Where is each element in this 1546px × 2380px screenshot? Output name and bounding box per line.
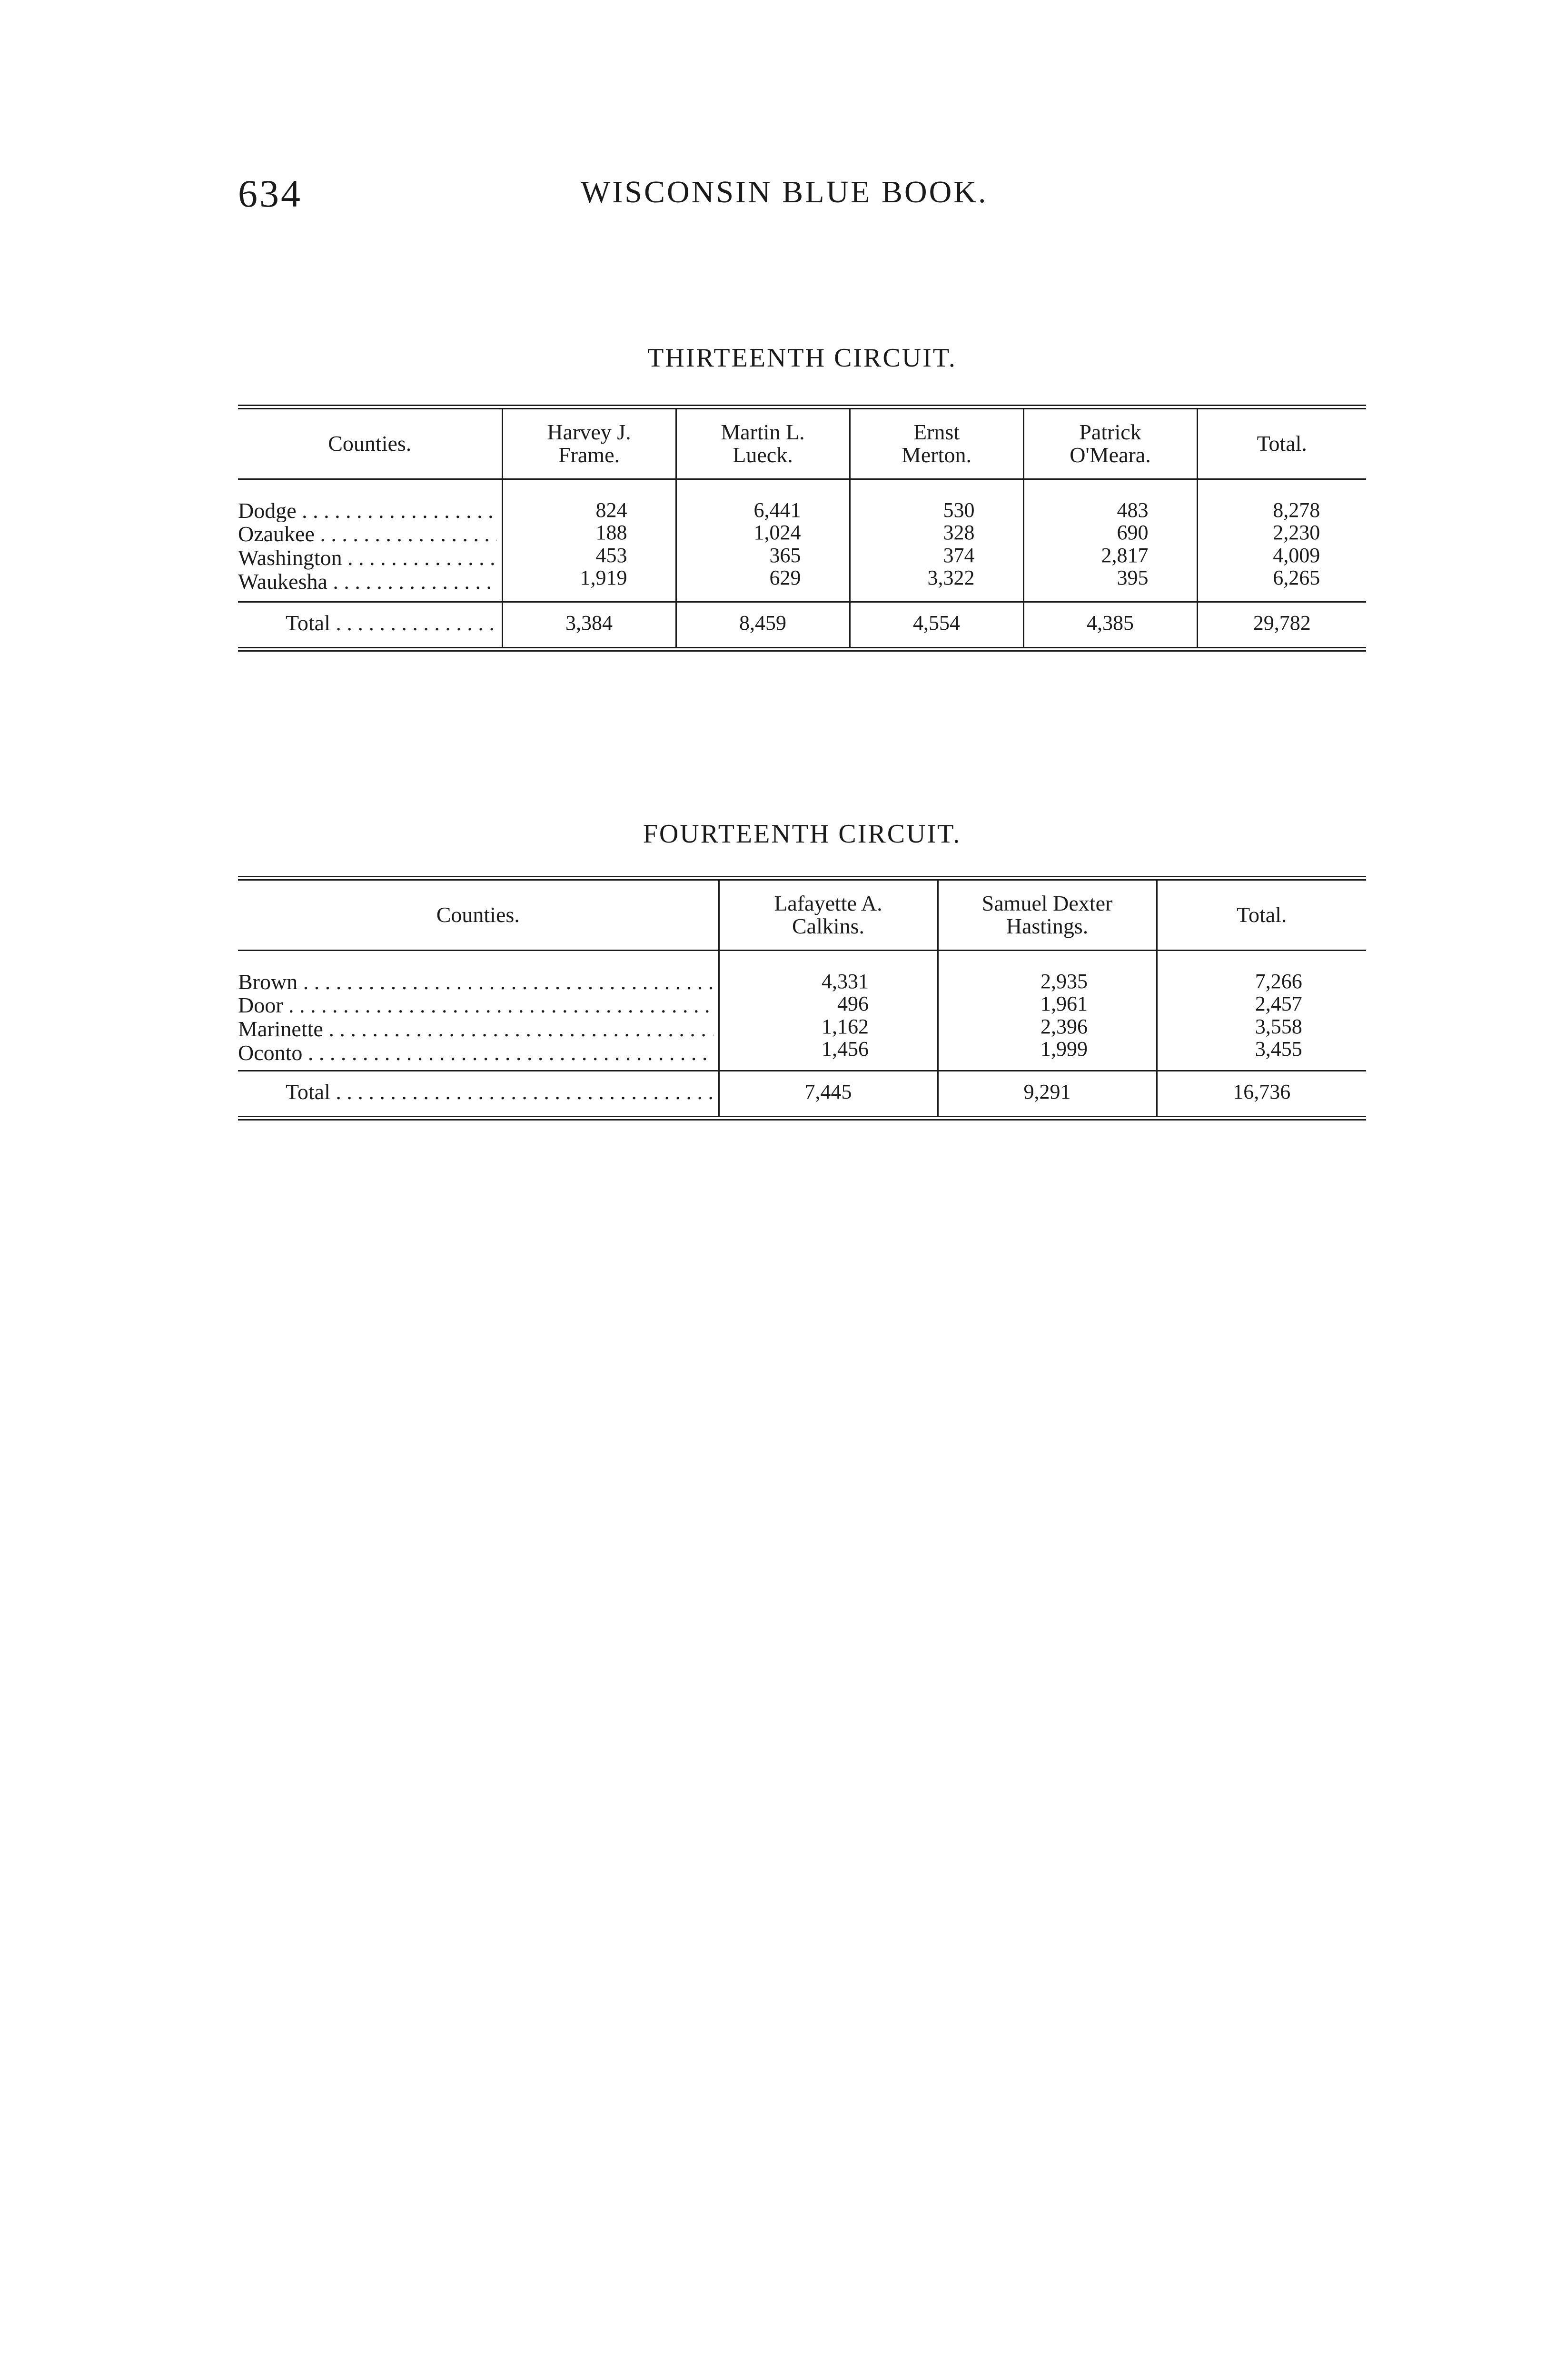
vote-column — [502, 479, 676, 602]
total-label: Total . . . — [238, 602, 502, 649]
vote-cell: 6,441 — [753, 498, 801, 522]
candidate-header — [719, 878, 938, 950]
vote-cell: 690 — [1117, 521, 1149, 544]
candidate-name-line2: Lueck. — [733, 444, 793, 467]
vote-cell: 3,322 — [927, 566, 975, 589]
vote-cell: 496 — [837, 992, 869, 1015]
page-header — [238, 171, 1366, 224]
candidate-header — [1023, 407, 1197, 479]
total-cell: 4,009 — [1273, 544, 1320, 567]
candidate-name-line2: Merton. — [902, 444, 971, 467]
thirteenth-circuit-table — [238, 405, 1366, 652]
candidate-name-line1: Samuel Dexter — [981, 892, 1113, 915]
vote-cell: 188 — [595, 521, 627, 544]
total-label: Total . . . — [238, 1071, 719, 1118]
candidate-name-line1: Martin L. — [721, 421, 805, 444]
vote-cell: 483 — [1117, 498, 1149, 522]
total-header: Total. — [1197, 407, 1366, 479]
vote-cell: 1,162 — [822, 1015, 869, 1038]
candidate-total: 4,554 — [850, 602, 1023, 649]
vote-cell: 530 — [943, 498, 975, 522]
totals-row — [238, 1071, 1366, 1118]
candidate-name-line2: Hastings. — [1006, 915, 1089, 938]
candidate-total: 9,291 — [938, 1071, 1157, 1118]
table-body-row — [238, 950, 1366, 1071]
table-body-row — [238, 479, 1366, 602]
totals-row — [238, 602, 1366, 649]
grand-total: 29,782 — [1197, 602, 1366, 649]
vote-cell: 4,331 — [822, 970, 869, 993]
vote-column — [850, 479, 1023, 602]
county-name: Brown . . . — [238, 970, 714, 994]
candidate-total: 8,459 — [676, 602, 850, 649]
vote-cell: 1,999 — [1041, 1038, 1088, 1061]
counties-header: Counties. — [238, 878, 719, 950]
vote-cell: 374 — [943, 544, 975, 567]
vote-cell: 1,456 — [822, 1038, 869, 1061]
vote-column — [719, 950, 938, 1071]
county-name: Dodge . . . — [238, 499, 497, 523]
vote-cell: 1,024 — [753, 521, 801, 544]
total-cell: 2,457 — [1255, 992, 1302, 1015]
county-name: Marinette . . . — [238, 1017, 714, 1041]
fourteenth-circuit-table — [238, 876, 1366, 1121]
counties-header: Counties. — [238, 407, 502, 479]
total-cell: 3,558 — [1255, 1015, 1302, 1038]
candidate-name-line2: O'Meara. — [1070, 444, 1151, 467]
candidate-name-line2: Frame. — [558, 444, 620, 467]
vote-cell: 395 — [1117, 566, 1149, 589]
total-column — [1197, 479, 1366, 602]
candidate-header — [676, 407, 850, 479]
candidate-header — [502, 407, 676, 479]
candidate-name-line1: Harvey J. — [547, 421, 631, 444]
table-header-row — [238, 878, 1366, 950]
county-name: Ozaukee . . . — [238, 522, 497, 546]
county-name: Door . . . — [238, 993, 714, 1017]
vote-cell: 629 — [769, 566, 801, 589]
vote-column — [1023, 479, 1197, 602]
vote-cell: 2,817 — [1101, 544, 1149, 567]
total-cell: 7,266 — [1255, 970, 1302, 993]
vote-cell: 1,961 — [1041, 992, 1088, 1015]
county-list — [238, 479, 502, 602]
vote-cell: 365 — [769, 544, 801, 567]
candidate-total: 4,385 — [1023, 602, 1197, 649]
county-list — [238, 950, 719, 1071]
total-column — [1157, 950, 1366, 1071]
vote-cell: 328 — [943, 521, 975, 544]
vote-column — [938, 950, 1157, 1071]
candidate-total: 3,384 — [502, 602, 676, 649]
candidate-header — [938, 878, 1157, 950]
candidate-total: 7,445 — [719, 1071, 938, 1118]
vote-cell: 824 — [595, 498, 627, 522]
vote-cell: 2,396 — [1041, 1015, 1088, 1038]
total-cell: 3,455 — [1255, 1038, 1302, 1061]
fourteenth-circuit-title: FOURTEENTH CIRCUIT. — [643, 819, 961, 849]
county-name: Waukesha . . . — [238, 570, 497, 594]
table-header-row — [238, 407, 1366, 479]
candidate-name-line1: Ernst — [913, 421, 960, 444]
county-name: Oconto . . . — [238, 1041, 714, 1065]
candidate-header — [850, 407, 1023, 479]
total-cell: 2,230 — [1273, 521, 1320, 544]
page-number: 634 — [238, 172, 302, 215]
vote-cell: 1,919 — [580, 566, 627, 589]
candidate-name-line1: Lafayette A. — [774, 892, 882, 915]
grand-total: 16,736 — [1157, 1071, 1366, 1118]
thirteenth-circuit-title: THIRTEENTH CIRCUIT. — [647, 343, 957, 373]
total-header: Total. — [1157, 878, 1366, 950]
county-name: Washington . . . — [238, 546, 497, 570]
vote-cell: 453 — [595, 544, 627, 567]
total-cell: 6,265 — [1273, 566, 1320, 589]
candidate-name-line1: Patrick — [1079, 421, 1141, 444]
vote-column — [676, 479, 850, 602]
running-title: WISCONSIN BLUE BOOK. — [581, 175, 988, 209]
candidate-name-line2: Calkins. — [792, 915, 865, 938]
total-cell: 8,278 — [1273, 498, 1320, 522]
vote-cell: 2,935 — [1041, 970, 1088, 993]
